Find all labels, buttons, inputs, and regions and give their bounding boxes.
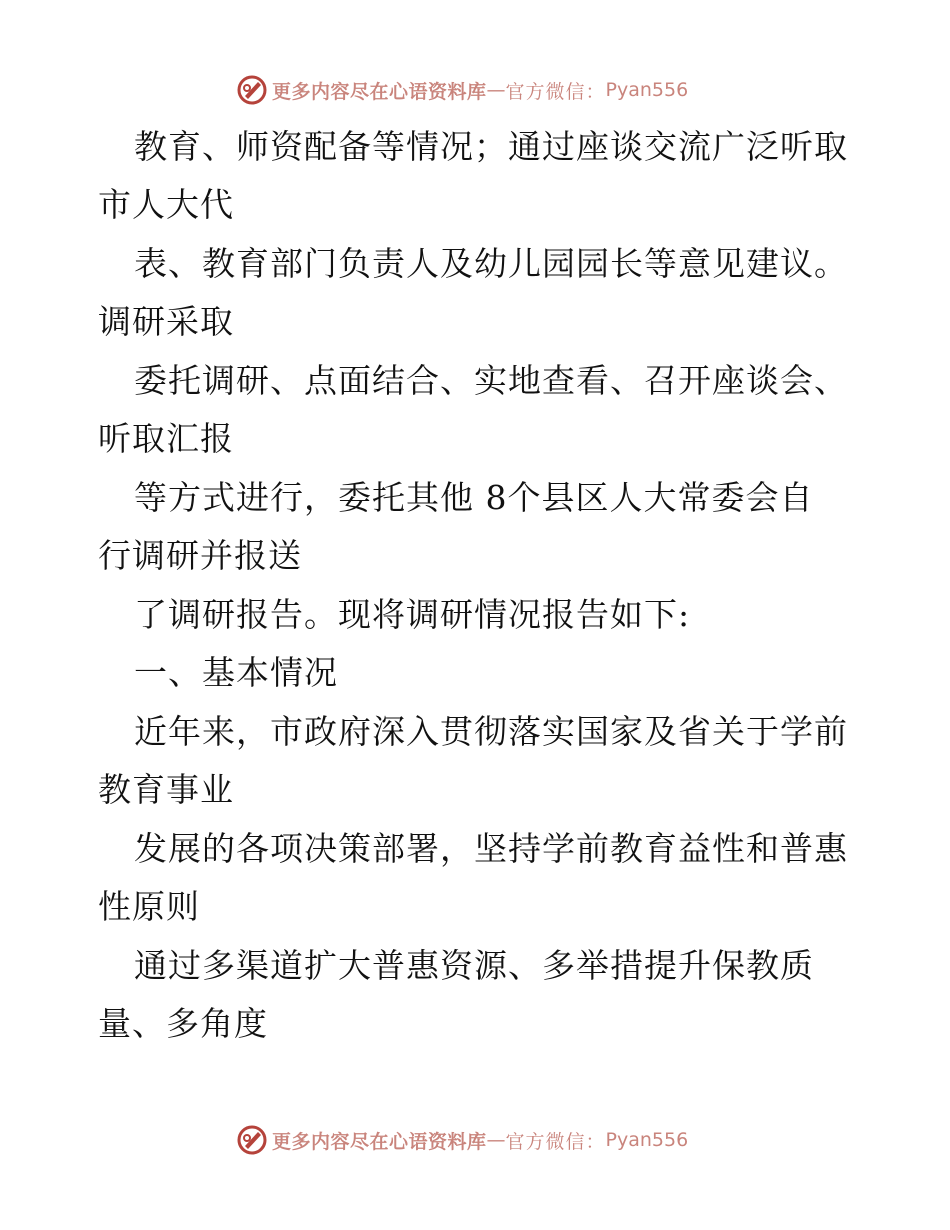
text-line: 发展的各项决策部署，坚持学前教育益性和普惠 bbox=[134, 829, 848, 868]
header-watermark-title: 更多内容尽在心语资料库 bbox=[272, 80, 487, 103]
header-watermark-dash: — bbox=[486, 79, 506, 101]
header-watermark bbox=[0, 70, 950, 110]
header-watermark-wechat-id: Pyan556 bbox=[605, 79, 689, 101]
text-line: 等方式进行，委托其他 8个县区人大常委会自 bbox=[134, 478, 814, 517]
footer-watermark-title: 更多内容尽在心语资料库 bbox=[272, 1130, 487, 1153]
footer-watermark-wechat-id: Pyan556 bbox=[605, 1129, 689, 1151]
footer-watermark-wechat-label: 官方微信： bbox=[505, 1130, 606, 1153]
text-line: 性原则 bbox=[98, 887, 200, 926]
text-line: 市人大代 bbox=[98, 185, 234, 224]
text-line: 近年来，市政府深入贯彻落实国家及省关于学前 bbox=[134, 712, 848, 751]
brand-logo-icon bbox=[236, 74, 268, 106]
section-heading: 一、基本情况 bbox=[134, 653, 338, 692]
text-line: 了调研报告。现将调研情况报告如下: bbox=[134, 595, 691, 634]
footer-watermark-dash: — bbox=[486, 1129, 506, 1151]
text-line: 量、多角度 bbox=[98, 1004, 268, 1043]
text-line: 行调研并报送 bbox=[98, 536, 302, 575]
brand-logo-icon bbox=[236, 1124, 268, 1156]
header-watermark-wechat-label: 官方微信： bbox=[505, 80, 606, 103]
text-line: 教育、师资配备等情况；通过座谈交流广泛听取 bbox=[134, 127, 848, 166]
text-line: 通过多渠道扩大普惠资源、多举措提升保教质 bbox=[134, 946, 814, 985]
text-line: 教育事业 bbox=[98, 770, 234, 809]
text-line: 调研采取 bbox=[98, 302, 234, 341]
footer-watermark bbox=[0, 1120, 950, 1160]
text-line: 委托调研、点面结合、实地查看、召开座谈会、 bbox=[134, 361, 848, 400]
text-line: 听取汇报 bbox=[98, 419, 234, 458]
text-line: 表、教育部门负责人及幼儿园园长等意见建议。 bbox=[134, 244, 848, 283]
